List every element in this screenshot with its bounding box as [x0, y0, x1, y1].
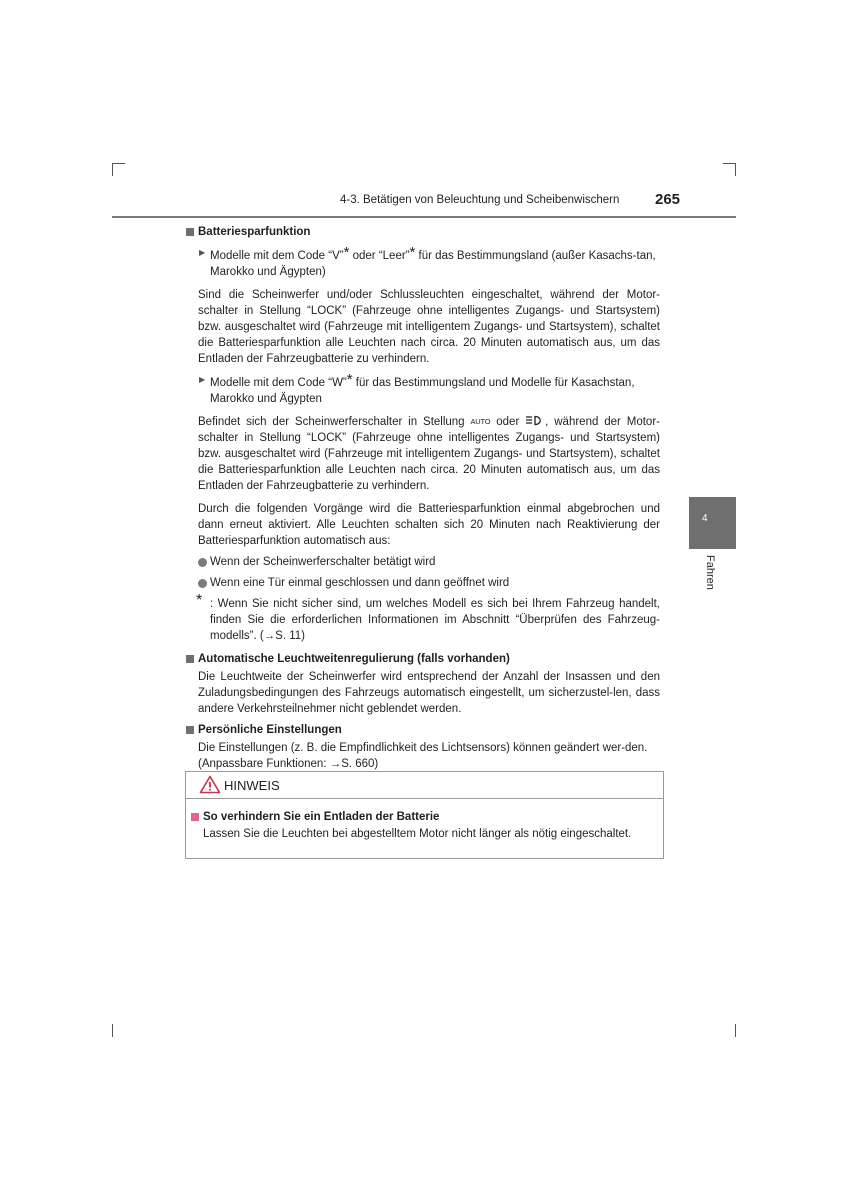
main-content — [186, 224, 660, 772]
circle-bullet-icon — [198, 558, 207, 567]
footnote: * : Wenn Sie nicht sicher sind, um welches Modell es sich bei Ihrem Fahrzeug handelt, finden Sie die erforderlichen Informationen im Abschnitt “Überprüfen des Fahrzeug-modells”. (→S. 11) — [196, 592, 660, 642]
crop-mark — [735, 163, 736, 176]
notice-header — [186, 772, 663, 799]
page-reference[interactable]: (Anpassbare Funktionen: →S. 660) — [198, 758, 379, 770]
paragraph: Befindet sich der Scheinwerferschalter in Stellung AUTO oder , während der Motor-schalter in Stellung “LOCK” (Fahrzeuge ohne intelligentes Zugangs- und Startsystem) bzw. ausgeschaltet wird (Fahrzeuge mit intelligentem Zugangs- und Startsystem), schaltet die Batteriesparfunktion alle Leuchten nach circa. 20 Minuten automatisch aus, um das Entladen der Fahrzeugbatterie zu verhindern. — [198, 416, 660, 492]
paragraph: Durch die folgenden Vorgänge wird die Batteriesparfunktion einmal abgebrochen und dann erneut aktiviert. Alle Leuchten schalten sich 20 Minuten nach Reaktivierung der Batteriesparfunktion automatisch aus: — [198, 503, 660, 547]
square-bullet-icon — [191, 813, 199, 821]
notice-box — [185, 771, 664, 859]
notice-body — [191, 809, 656, 843]
section-heading-persoenlich: Persönliche Einstellungen — [186, 722, 660, 738]
list-item: Wenn eine Tür einmal geschlossen und dann geöffnet wird — [186, 575, 660, 591]
chapter-number: 4 — [702, 513, 708, 524]
asterisk-mark: * — [343, 244, 350, 261]
asterisk-mark: * — [346, 371, 353, 388]
square-bullet-icon — [186, 655, 194, 663]
auto-light-icon: AUTO — [470, 417, 491, 426]
section-heading-batterie: Batteriesparfunktion — [186, 224, 660, 240]
list-item: Wenn der Scheinwerferschalter betätigt wird — [186, 554, 660, 570]
model-item-v: ▶ Modelle mit dem Code “V”* oder “Leer”* für das Bestimmungsland (außer Kasachs-tan, Marokko und Ägypten) — [199, 244, 656, 278]
crop-mark — [112, 1024, 113, 1037]
square-bullet-icon — [186, 726, 194, 734]
page-number: 265 — [655, 191, 681, 208]
crop-mark — [735, 1024, 736, 1037]
paragraph: Sind die Scheinwerfer und/oder Schlussleuchten eingeschaltet, während der Motor-schalter in Stellung “LOCK” (Fahrzeuge ohne intelligentes Zugangs- und Startsystem) bzw. ausgeschaltet wird (Fahrzeuge mit intelligentem Zugangs- und Startsystem), schaltet die Batteriesparfunktion alle Leuchten nach circa. 20 Minuten automatisch aus, um das Entladen der Fahrzeugbatterie zu verhindern. — [198, 289, 660, 365]
paragraph: Die Einstellungen (z. B. die Empfindlichkeit des Lichtsensors) können geändert wer-den. — [198, 742, 648, 754]
asterisk-mark: * — [409, 244, 416, 261]
circle-bullet-icon — [198, 579, 207, 588]
chapter-tab[interactable] — [689, 497, 736, 549]
crop-mark — [112, 163, 113, 176]
notice-text: Lassen Sie die Leuchten bei abgestelltem Motor nicht länger als nötig eingeschaltet. — [203, 828, 632, 840]
triangle-bullet-icon: ▶ — [199, 375, 206, 384]
asterisk-mark: * — [196, 592, 203, 609]
section-title: 4-3. Betätigen von Beleuchtung und Scheibenwischern — [340, 194, 620, 206]
notice-heading: So verhindern Sie ein Entladen der Batterie — [191, 809, 656, 826]
warning-icon — [199, 775, 221, 794]
square-bullet-icon — [186, 228, 194, 236]
paragraph: Die Leuchtweite der Scheinwerfer wird entsprechend der Anzahl der Insassen und den Zuladungsbedingungen des Fahrzeugs automatisch eingestellt, um sicherzustel-len, dass andere Verkehrsteilnehmer nicht geblendet werden. — [198, 671, 660, 715]
triangle-bullet-icon: ▶ — [199, 248, 206, 257]
crop-mark — [112, 163, 125, 164]
chapter-label: Fahren — [704, 555, 716, 590]
notice-title: HINWEIS — [224, 778, 280, 793]
crop-mark — [723, 163, 736, 164]
section-heading-leuchtweite: Automatische Leuchtweitenregulierung (falls vorhanden) — [186, 651, 660, 667]
header-divider — [112, 216, 736, 218]
headlight-icon — [525, 415, 545, 426]
model-item-w: ▶ Modelle mit dem Code “W”* für das Bestimmungsland und Modelle für Kasachstan, Marokko und Ägypten — [199, 371, 635, 405]
